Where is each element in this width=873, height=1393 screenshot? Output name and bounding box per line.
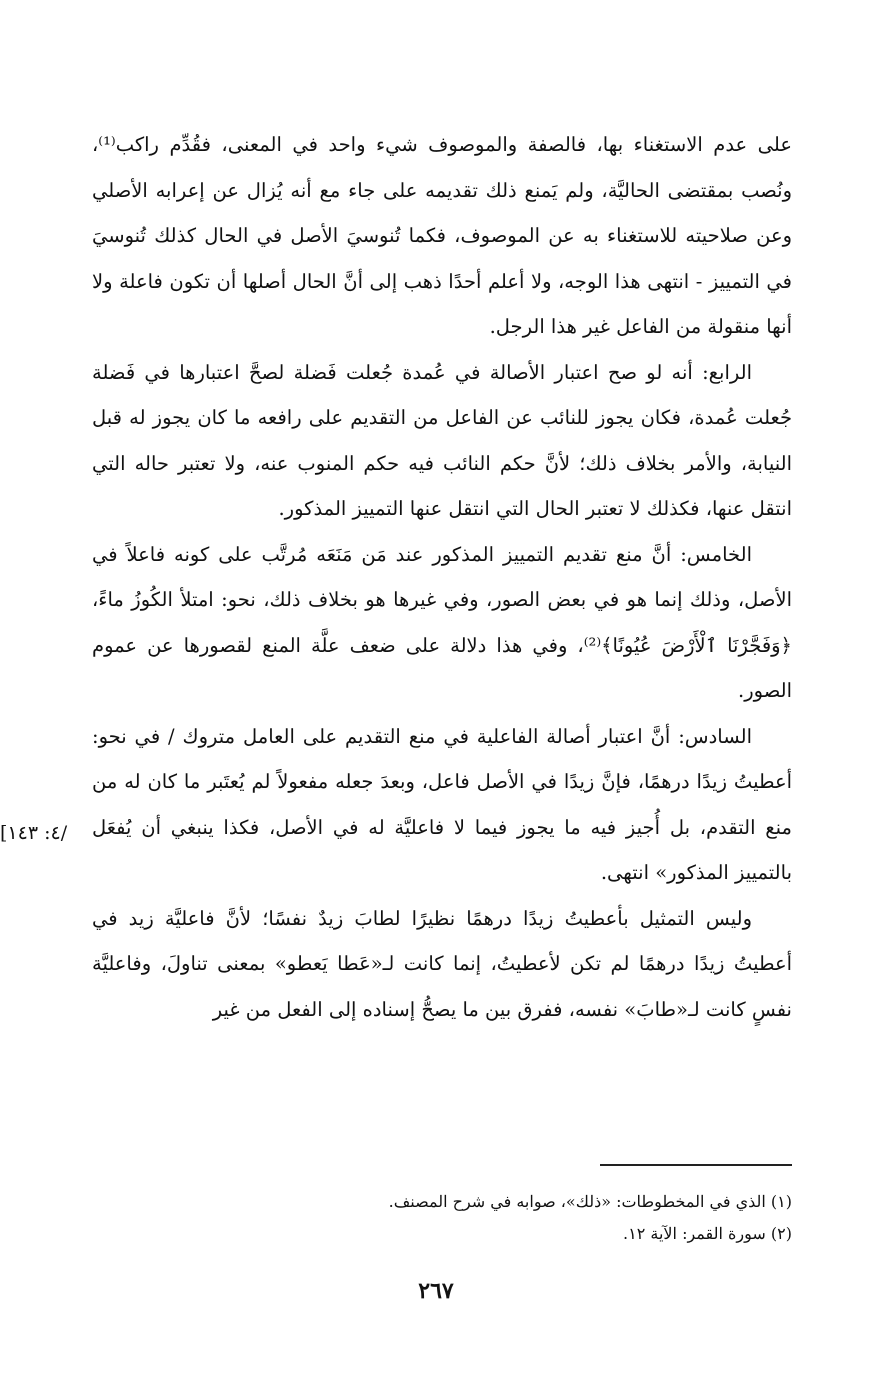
footnote-separator bbox=[600, 1164, 792, 1166]
paragraph: الخامس: أنَّ منع تقديم التمييز المذكور عند مَن مَنَعَه مُرتَّب على كونه فاعلاً في الأصل، وذلك إنما هو في بعض الصور، وفي غيرها هو بخلاف ذلك، نحو: امتلأ الكُوزُ ماءً، ﴿وَفَجَّرْنَا ٱلْأَرْضَ عُيُونًا﴾⁽²⁾، وفي هذا دلالة على ضعف علَّة المنع لقصورها عن عموم الصور. bbox=[92, 542, 792, 702]
footnotes bbox=[92, 1186, 792, 1250]
margin-reference: [٤: ١٤٣/ bbox=[0, 822, 68, 844]
paragraph: السادس: أنَّ اعتبار أصالة الفاعلية في منع التقديم على العامل متروك / في نحو: أعطيتُ زيدًا درهمًا، فإنَّ زيدًا في الأصل فاعل، وبعدَ جعله مفعولاً لم يُعتَبر ما كان له من منع التقدم، بل أُجيز فيه ما يجوز فيما لا فاعليَّة له في الأصل، فكذا ينبغي أن يُفعَل بالتمييز المذكور» انتهى. bbox=[92, 724, 792, 884]
footnote: (٢) سورة القمر: الآية ١٢. bbox=[623, 1224, 792, 1243]
paragraph: الرابع: أنه لو صح اعتبار الأصالة في عُمدة جُعلت فَضلة لصحَّ اعتبارها في فَضلة جُعلت عُمدة، فكان يجوز للنائب عن الفاعل من التقديم على رافعه ما كان يجوز له قبل النيابة، والأمر بخلاف ذلك؛ لأنَّ حكم النائب فيه حكم المنوب عنه، ولا تعتبر حاله التي انتقل عنها، فكذلك لا تعتبر الحال التي انتقل عنها التمييز المذكور. bbox=[92, 360, 792, 520]
footnote: (١) الذي في المخطوطات: «ذلك»، صوابه في شرح المصنف. bbox=[388, 1192, 792, 1211]
paragraph: وليس التمثيل بأعطيتُ زيدًا درهمًا نظيرًا لطابَ زيدٌ نفسًا؛ لأنَّ فاعليَّة زيد في أعطيتُ زيدًا درهمًا لم تكن لأعطيتُ، إنما كانت لـ«عَطا يَعطو» بمعنى تناولَ، وفاعليَّة نفسٍ كانت لـ«طابَ» نفسه، ففرق بين ما يصحُّ إسناده إلى الفعل من غير bbox=[92, 906, 792, 1021]
main-text bbox=[92, 122, 792, 1032]
paragraph: على عدم الاستغناء بها، فالصفة والموصوف شيء واحد في المعنى، فقُدِّم راكب⁽¹⁾، ونُصب بمقتضى الحاليَّة، ولم يَمنع ذلك تقديمه على جاء مع أنه يُزال عن إعرابه الأصلي وعن صلاحيته للاستغناء به عن الموصوف، فكما تُنوسيَ الأصل في الحال كذلك تُنوسيَ في التمييز - انتهى هذا الوجه، ولا أعلم أحدًا ذهب إلى أنَّ الحال أصلها أن تكون فاعلة ولا أنها منقولة من الفاعل غير هذا الرجل. bbox=[92, 133, 792, 338]
page-number: ٢٦٧ bbox=[418, 1278, 454, 1304]
